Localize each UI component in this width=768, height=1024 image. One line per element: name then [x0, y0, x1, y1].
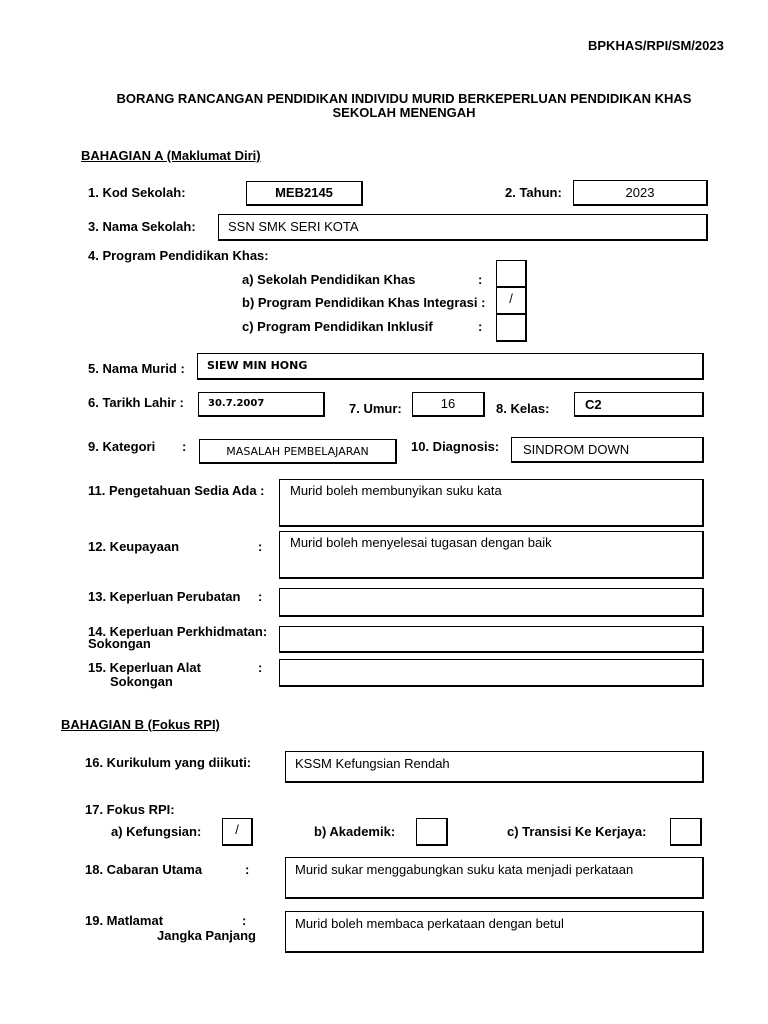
- perkhidmatan-label: 14. Keperluan Perkhidmatan:: [88, 624, 268, 639]
- kelas-field[interactable]: [574, 392, 704, 417]
- matlamat-label: 19. Matlamat: [85, 913, 164, 928]
- keupayaan-label: 12. Keupayaan: [88, 539, 180, 554]
- program-option-a-colon: :: [478, 272, 483, 287]
- nama-murid-label: 5. Nama Murid :: [88, 361, 185, 376]
- kod-sekolah-field[interactable]: [246, 181, 363, 206]
- tarikh-lahir-field[interactable]: [198, 392, 325, 417]
- perkhidmatan-field[interactable]: [279, 626, 704, 653]
- cabaran-value: Murid sukar menggabungkan suku kata menjadi perkataan: [295, 862, 634, 877]
- program-option-c-label: c) Program Pendidikan Inklusif: [242, 319, 433, 334]
- kategori-label: 9. Kategori: [88, 439, 156, 454]
- matlamat-field[interactable]: [285, 911, 704, 953]
- nama-sekolah-value: SSN SMK SERI KOTA: [228, 219, 359, 234]
- cabaran-field[interactable]: [285, 857, 704, 899]
- kod-sekolah-value: MEB2145: [275, 185, 333, 200]
- nama-sekolah-field[interactable]: [218, 214, 708, 241]
- cabaran-colon: :: [245, 862, 250, 877]
- transisi-checkbox[interactable]: [670, 818, 702, 846]
- form-code: BPKHAS/RPI/SM/2023: [588, 38, 724, 53]
- kategori-colon: :: [182, 439, 187, 454]
- perubatan-label: 13. Keperluan Perubatan: [88, 589, 241, 604]
- pengetahuan-field[interactable]: [279, 479, 704, 527]
- nama-sekolah-label: 3. Nama Sekolah:: [88, 219, 196, 234]
- kurikulum-value: KSSM Kefungsian Rendah: [295, 756, 450, 771]
- perkhidmatan-label-line2: Sokongan: [88, 636, 151, 651]
- akademik-label: b) Akademik:: [314, 824, 396, 839]
- alat-colon: :: [258, 660, 263, 675]
- program-option-a-label: a) Sekolah Pendidikan Khas: [242, 272, 416, 287]
- kategori-field[interactable]: [199, 439, 397, 464]
- fokus-label: 17. Fokus RPI:: [85, 802, 175, 817]
- program-option-b-label: b) Program Pendidikan Khas Integrasi :: [242, 295, 486, 310]
- form-title-line1: BORANG RANCANGAN PENDIDIKAN INDIVIDU MURID BERKEPERLUAN PENDIDIKAN KHAS: [116, 91, 692, 106]
- tahun-label: 2. Tahun:: [505, 185, 562, 200]
- section-b-heading: BAHAGIAN B (Fokus RPI): [61, 717, 220, 732]
- tahun-field[interactable]: [573, 180, 708, 206]
- umur-value: 16: [440, 396, 456, 411]
- nama-murid-value: SIEW MIN HONG: [207, 359, 308, 372]
- transisi-label: c) Transisi Ke Kerjaya:: [507, 824, 647, 839]
- keupayaan-field[interactable]: [279, 531, 704, 579]
- keupayaan-value: Murid boleh menyelesai tugasan dengan baik: [290, 535, 552, 550]
- kod-sekolah-label: 1. Kod Sekolah:: [88, 185, 186, 200]
- tarikh-lahir-label: 6. Tarikh Lahir :: [88, 395, 184, 410]
- kelas-value: C2: [585, 397, 602, 412]
- perubatan-field[interactable]: [279, 588, 704, 617]
- section-a-heading: BAHAGIAN A (Maklumat Diri): [81, 148, 261, 163]
- tarikh-lahir-value: 30.7.2007: [208, 398, 265, 409]
- form-title-line2: SEKOLAH MENENGAH: [332, 105, 476, 120]
- nama-murid-field[interactable]: [197, 353, 704, 380]
- program-label: 4. Program Pendidikan Khas:: [88, 248, 269, 263]
- alat-field[interactable]: [279, 659, 704, 687]
- program-option-c-colon: :: [478, 319, 483, 334]
- cabaran-label: 18. Cabaran Utama: [85, 862, 203, 877]
- kelas-label: 8. Kelas:: [496, 401, 550, 416]
- pengetahuan-label: 11. Pengetahuan Sedia Ada :: [88, 483, 265, 498]
- program-option-c-checkbox[interactable]: [496, 314, 527, 342]
- akademik-checkbox[interactable]: [416, 818, 448, 846]
- umur-label: 7. Umur:: [349, 401, 402, 416]
- keupayaan-colon: :: [258, 539, 263, 554]
- program-option-b-mark: /: [509, 291, 513, 306]
- perubatan-colon: :: [258, 589, 263, 604]
- kurikulum-label: 16. Kurikulum yang diikuti:: [85, 755, 252, 770]
- alat-label: 15. Keperluan Alat: [88, 660, 201, 675]
- diagnosis-value: SINDROM DOWN: [523, 442, 630, 457]
- kategori-value: MASALAH PEMBELAJARAN: [226, 445, 369, 458]
- program-option-a-checkbox[interactable]: [496, 260, 527, 288]
- diagnosis-field[interactable]: [511, 437, 704, 463]
- diagnosis-label: 10. Diagnosis:: [411, 439, 500, 454]
- matlamat-label-line2: Jangka Panjang: [157, 928, 256, 943]
- tahun-value: 2023: [625, 185, 655, 200]
- kefungsian-checkbox[interactable]: [222, 818, 253, 846]
- umur-field[interactable]: [412, 392, 485, 417]
- kefungsian-label: a) Kefungsian:: [111, 824, 202, 839]
- kurikulum-field[interactable]: [285, 751, 704, 783]
- kefungsian-mark: /: [235, 822, 239, 837]
- pengetahuan-value: Murid boleh membunyikan suku kata: [290, 483, 502, 498]
- matlamat-colon: :: [242, 913, 247, 928]
- alat-label-line2: Sokongan: [110, 674, 173, 689]
- matlamat-value: Murid boleh membaca perkataan dengan betul: [295, 916, 564, 931]
- program-option-b-checkbox[interactable]: [496, 287, 527, 315]
